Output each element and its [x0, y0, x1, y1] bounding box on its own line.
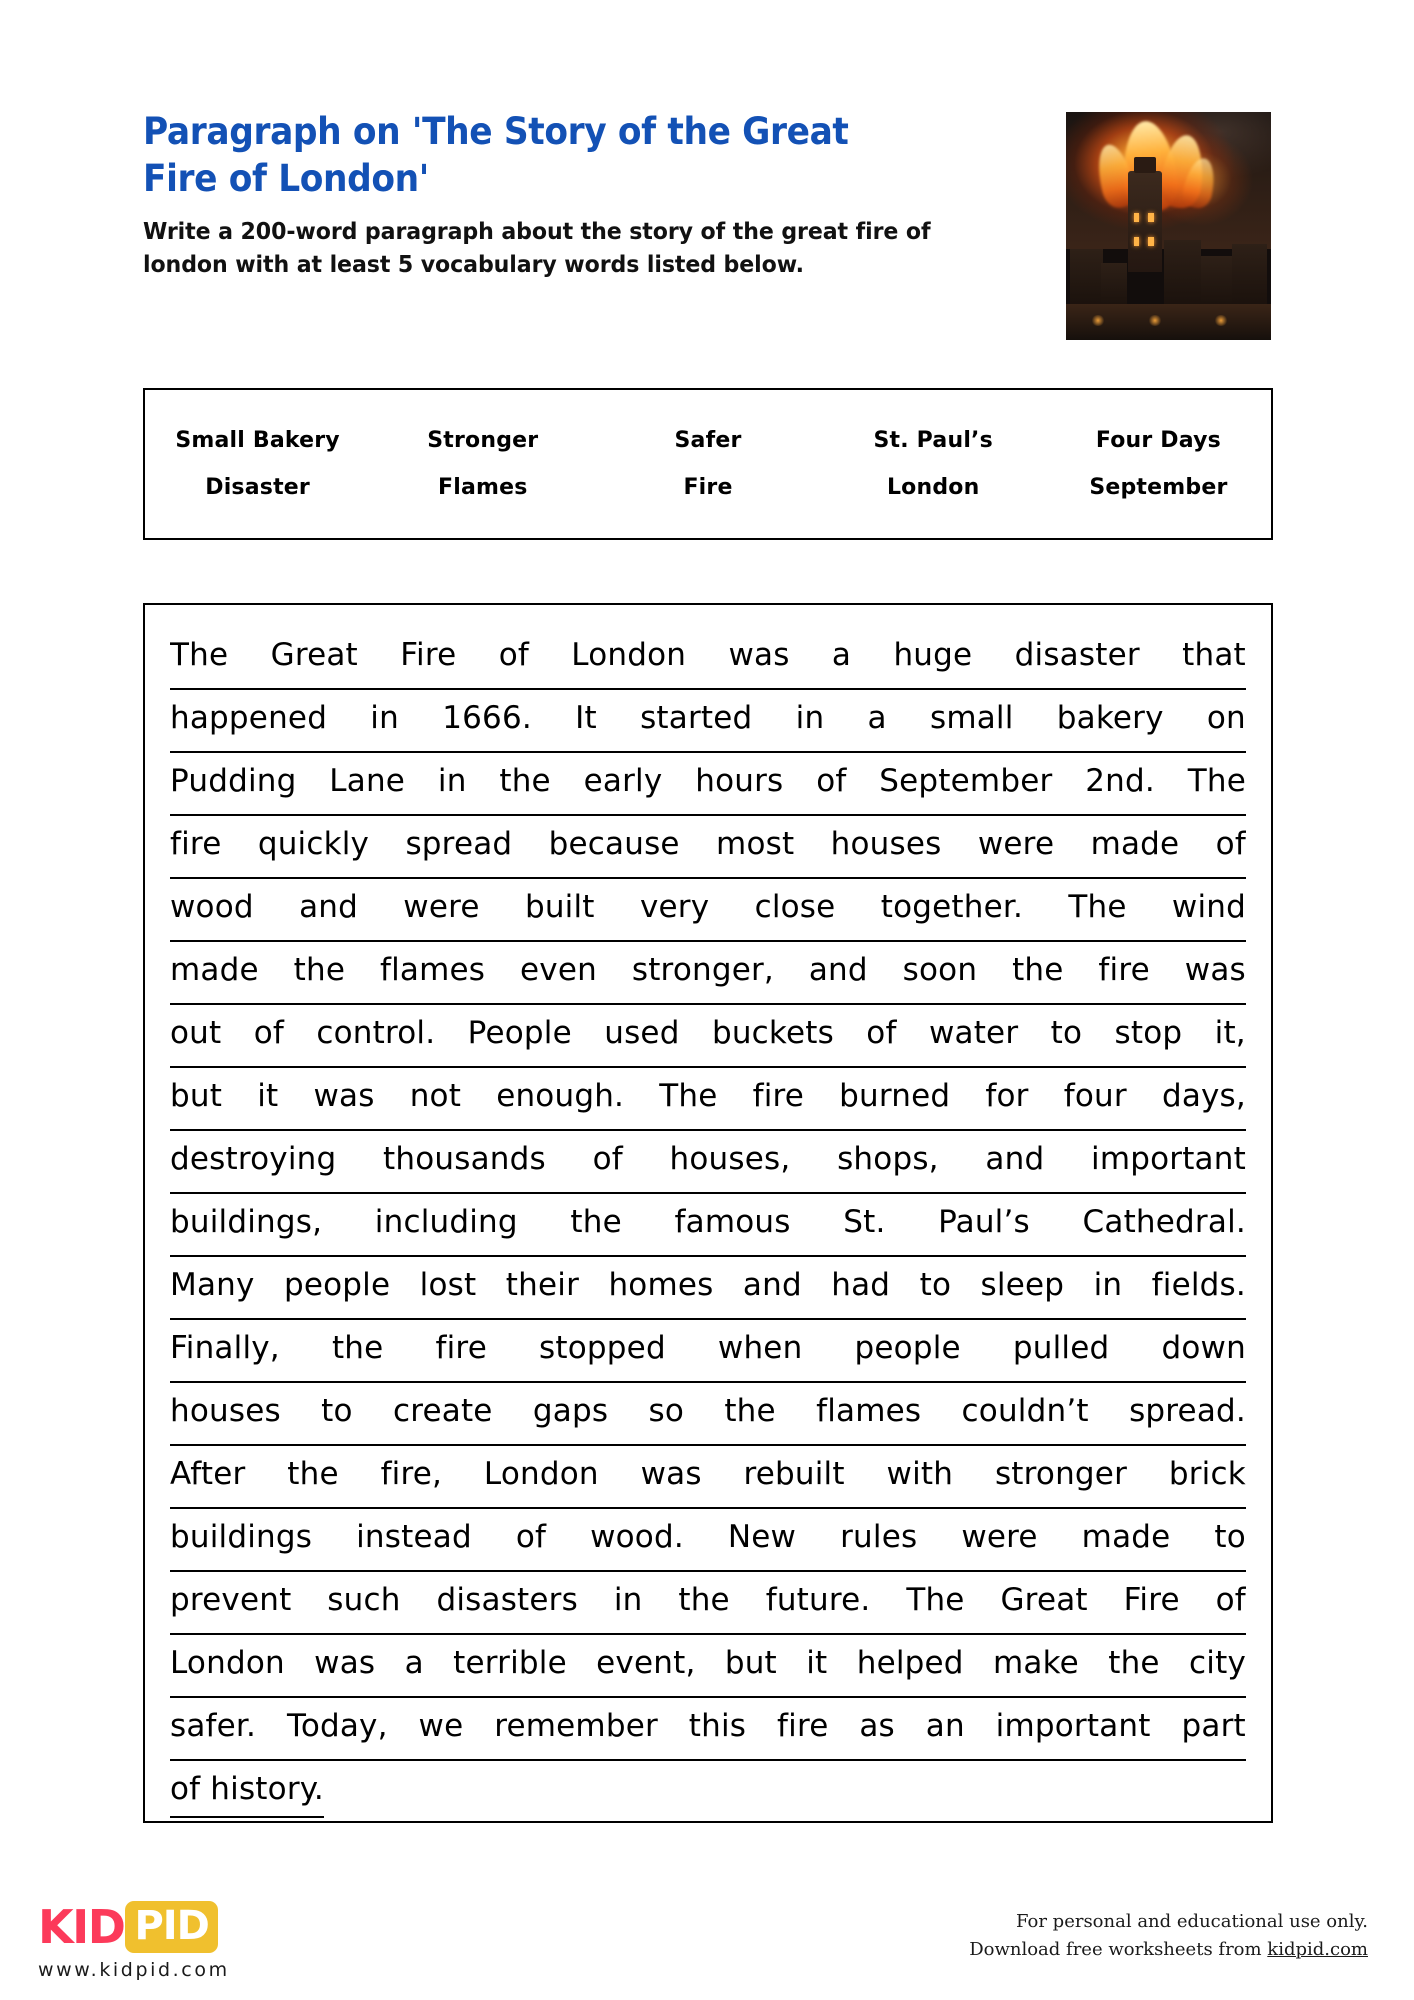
answer-word: fire,: [380, 1456, 443, 1492]
answer-word: in: [613, 1582, 643, 1618]
answer-word: part: [1181, 1708, 1246, 1744]
answer-word: built: [524, 889, 595, 925]
answer-word: The: [170, 637, 229, 673]
answer-word: for: [985, 1078, 1029, 1114]
answer-word: Today,: [286, 1708, 388, 1744]
header-text-block: [143, 108, 983, 281]
answer-word: started: [640, 700, 753, 736]
tower-window: [1148, 237, 1154, 246]
answer-word: houses: [830, 826, 942, 862]
answer-word: stronger,: [631, 952, 774, 988]
answer-word: Great: [1000, 1582, 1088, 1618]
answer-word: It: [575, 700, 597, 736]
answer-box[interactable]: [143, 603, 1273, 1823]
answer-word: of: [498, 637, 529, 673]
answer-word: quickly: [257, 826, 370, 862]
answer-word: was: [314, 1645, 376, 1681]
answer-word: create: [392, 1393, 493, 1429]
answer-word: four: [1063, 1078, 1127, 1114]
answer-word: fire: [1098, 952, 1150, 988]
answer-word: the: [570, 1204, 622, 1240]
answer-word: was: [640, 1456, 702, 1492]
answer-word: rules: [840, 1519, 918, 1555]
answer-word: were: [403, 889, 480, 925]
answer-word: and: [299, 889, 358, 925]
answer-word: The: [1068, 889, 1127, 925]
answer-word: of: [816, 763, 847, 799]
answer-word: an: [925, 1708, 965, 1744]
answer-word: Fire: [1123, 1582, 1180, 1618]
vocabulary-box: [143, 388, 1273, 540]
answer-word: of: [1215, 1582, 1246, 1618]
answer-word: The: [1187, 763, 1246, 799]
answer-word: even: [520, 952, 597, 988]
answer-line: [170, 1194, 1246, 1257]
answer-word: in: [437, 763, 467, 799]
answer-word: Fire: [400, 637, 457, 673]
answer-word: history.: [210, 1771, 324, 1807]
answer-word: used: [604, 1015, 680, 1051]
great-fire-illustration-image: [1066, 112, 1271, 340]
answer-word: spread: [405, 826, 513, 862]
answer-line: [170, 1383, 1246, 1446]
answer-word: the: [678, 1582, 730, 1618]
answer-word: to: [321, 1393, 353, 1429]
kidpid-logo[interactable]: [38, 1902, 288, 1981]
answer-word: people: [854, 1330, 961, 1366]
vocabulary-word: Four Days: [1095, 428, 1221, 453]
answer-word: close: [754, 889, 836, 925]
answer-word: important: [1091, 1141, 1246, 1177]
answer-word: it,: [1214, 1015, 1246, 1051]
answer-line: [170, 1572, 1246, 1635]
answer-word: disaster: [1014, 637, 1140, 673]
answer-word: Lane: [329, 763, 406, 799]
building-silhouette: [1232, 244, 1267, 308]
building-silhouette: [1201, 256, 1232, 308]
answer-line: [170, 753, 1246, 816]
answer-word: Paul’s: [938, 1204, 1030, 1240]
answer-word: of: [1215, 826, 1246, 862]
page-title: Paragraph on 'The Story of the Great Fire of London': [143, 110, 849, 201]
answer-word: were: [961, 1519, 1038, 1555]
answer-word: disasters: [436, 1582, 578, 1618]
logo-pid-badge: PID: [125, 1901, 217, 1953]
vocabulary-word: London: [886, 475, 980, 500]
answer-word: the: [499, 763, 551, 799]
answer-line: [170, 1320, 1246, 1383]
answer-word: Cathedral.: [1082, 1204, 1246, 1240]
building-silhouette: [1164, 240, 1201, 308]
building-silhouette: [1101, 263, 1128, 309]
answer-word: fire: [435, 1330, 487, 1366]
answer-word: September: [879, 763, 1053, 799]
answer-word: people: [283, 1267, 391, 1303]
answer-word: famous: [674, 1204, 791, 1240]
answer-word: fire: [777, 1708, 829, 1744]
answer-word: buildings: [170, 1519, 313, 1555]
answer-word: lost: [419, 1267, 477, 1303]
answer-word: shops,: [837, 1141, 939, 1177]
answer-word: out: [170, 1015, 222, 1051]
answer-word: London: [170, 1645, 285, 1681]
answer-word: couldn’t: [961, 1393, 1089, 1429]
answer-word: bakery: [1056, 700, 1164, 736]
answer-word: The: [906, 1582, 965, 1618]
answer-word: together.: [880, 889, 1024, 925]
footer-note-prefix: Download free worksheets from: [969, 1938, 1268, 1960]
answer-word: Pudding: [170, 763, 297, 799]
answer-word: as: [859, 1708, 895, 1744]
answer-word: down: [1161, 1330, 1246, 1366]
answer-word: St.: [843, 1204, 886, 1240]
vocabulary-word: Flames: [438, 475, 528, 500]
answer-line: [170, 1068, 1246, 1131]
answer-word: was: [313, 1078, 375, 1114]
answer-word: made: [170, 952, 259, 988]
answer-word: of: [170, 1771, 201, 1807]
vocabulary-word: Disaster: [205, 475, 310, 500]
answer-word: had: [831, 1267, 891, 1303]
answer-word: Many: [170, 1267, 255, 1303]
answer-word: safer.: [170, 1708, 257, 1744]
answer-word: New: [727, 1519, 797, 1555]
answer-word: stronger: [994, 1456, 1128, 1492]
answer-word: small: [929, 700, 1014, 736]
answer-word: and: [985, 1141, 1045, 1177]
answer-word: were: [977, 826, 1055, 862]
answer-word: with: [886, 1456, 954, 1492]
answer-word: in: [1093, 1267, 1123, 1303]
answer-line: [170, 942, 1246, 1005]
answer-line: [170, 1446, 1246, 1509]
answer-word: thousands: [383, 1141, 546, 1177]
answer-word: brick: [1168, 1456, 1246, 1492]
tower-window: [1148, 213, 1154, 222]
answer-word: happened: [170, 700, 328, 736]
answer-word: water: [928, 1015, 1019, 1051]
answer-word: of: [515, 1519, 547, 1555]
answer-line: [170, 1761, 1246, 1824]
answer-word: a: [867, 700, 887, 736]
answer-line: [170, 1698, 1246, 1761]
answer-line: [170, 627, 1246, 690]
answer-word: pulled: [1012, 1330, 1110, 1366]
answer-word: to: [1050, 1015, 1083, 1051]
answer-word: remember: [494, 1708, 658, 1744]
answer-word: made: [1090, 826, 1180, 862]
answer-word: buildings,: [170, 1204, 323, 1240]
answer-word: to: [1214, 1519, 1246, 1555]
answer-word: in: [370, 700, 399, 736]
vocabulary-row: [145, 475, 1271, 500]
answer-word: wood: [170, 889, 254, 925]
answer-word: of: [866, 1015, 897, 1051]
logo-url: www.kidpid.com: [38, 1959, 230, 1981]
answer-word: and: [808, 952, 868, 988]
answer-word: and: [742, 1267, 802, 1303]
answer-word: prevent: [170, 1582, 292, 1618]
answer-word: that: [1182, 637, 1246, 673]
answer-word: stop: [1114, 1015, 1183, 1051]
answer-word: early: [583, 763, 663, 799]
footer-note-line-1: For personal and educational use only.: [1016, 1911, 1368, 1932]
answer-word: this: [688, 1708, 747, 1744]
burning-tower: [1128, 171, 1163, 271]
answer-word: most: [716, 826, 795, 862]
answer-word: houses: [170, 1393, 281, 1429]
answer-word: because: [548, 826, 680, 862]
tower-window: [1134, 213, 1140, 222]
answer-word: huge: [893, 637, 973, 673]
answer-word: the: [293, 952, 346, 988]
answer-word: People: [467, 1015, 572, 1051]
vocabulary-row: [145, 428, 1271, 453]
answer-word: city: [1189, 1645, 1246, 1681]
answer-line: [170, 879, 1246, 942]
answer-word: but: [170, 1078, 223, 1114]
answer-line: [170, 1509, 1246, 1572]
answer-word: burned: [839, 1078, 951, 1114]
answer-word: enough.: [496, 1078, 625, 1114]
answer-word: stopped: [539, 1330, 666, 1366]
tower-window: [1134, 237, 1140, 246]
answer-word: The: [659, 1078, 718, 1114]
answer-word: the: [287, 1456, 339, 1492]
footer-note-line-2: [969, 1936, 1368, 1964]
vocabulary-word: Stronger: [427, 428, 539, 453]
answer-word: wind: [1171, 889, 1246, 925]
answer-line: [170, 1257, 1246, 1320]
answer-word: fire: [752, 1078, 805, 1114]
answer-word: but: [724, 1645, 777, 1681]
answer-word: fire: [170, 826, 222, 862]
answer-word: terrible: [453, 1645, 567, 1681]
answer-word: very: [639, 889, 710, 925]
vocabulary-word: Safer: [674, 428, 742, 453]
answer-word: fields.: [1151, 1267, 1246, 1303]
vocabulary-word: Fire: [683, 475, 733, 500]
answer-word: the: [331, 1330, 384, 1366]
footer-note: [969, 1908, 1368, 1964]
answer-line: [170, 1131, 1246, 1194]
answer-word: it: [257, 1078, 279, 1114]
vocabulary-word: St. Paul’s: [873, 428, 993, 453]
answer-word: it: [806, 1645, 828, 1681]
answer-word: a: [404, 1645, 424, 1681]
worksheet-instruction: Write a 200-word paragraph about the story of the great fire of london with at least 5 vocabulary words listed below.: [143, 216, 931, 279]
answer-word: buckets: [711, 1015, 834, 1051]
answer-word: homes: [608, 1267, 714, 1303]
answer-word: in: [795, 700, 825, 736]
answer-word: London: [571, 637, 687, 673]
answer-word: destroying: [170, 1141, 337, 1177]
vocabulary-word: Small Bakery: [175, 428, 340, 453]
answer-word: important: [995, 1708, 1151, 1744]
answer-word: After: [170, 1456, 246, 1492]
logo-kid-text: KID: [38, 1900, 125, 1954]
answer-word: houses,: [669, 1141, 791, 1177]
kidpid-link[interactable]: kidpid.com: [1267, 1938, 1368, 1960]
answer-word: control.: [316, 1015, 436, 1051]
answer-word: flames: [816, 1393, 922, 1429]
answer-word: event,: [596, 1645, 696, 1681]
answer-word: including: [374, 1204, 518, 1240]
answer-word: was: [728, 637, 790, 673]
answer-line: [170, 690, 1246, 753]
answer-line: [170, 1635, 1246, 1698]
answer-word: gaps: [532, 1393, 609, 1429]
building-silhouette: [1070, 249, 1103, 308]
answer-text: [170, 627, 1246, 1824]
answer-word: days,: [1161, 1078, 1246, 1114]
answer-word: the: [724, 1393, 776, 1429]
answer-word: hours: [695, 763, 784, 799]
answer-line: [170, 816, 1246, 879]
answer-word: soon: [902, 952, 978, 988]
vocabulary-word: September: [1089, 475, 1228, 500]
worksheet-header: [143, 108, 1271, 340]
answer-word: such: [327, 1582, 401, 1618]
answer-word: a: [831, 637, 852, 673]
answer-word: wood.: [590, 1519, 684, 1555]
answer-word: instead: [356, 1519, 472, 1555]
answer-word: London: [483, 1456, 599, 1492]
answer-word: so: [648, 1393, 685, 1429]
answer-word: flames: [379, 952, 486, 988]
answer-word: to: [919, 1267, 952, 1303]
answer-word: sleep: [980, 1267, 1065, 1303]
answer-word: make: [993, 1645, 1079, 1681]
answer-word: on: [1206, 700, 1246, 736]
answer-word: future.: [765, 1582, 871, 1618]
answer-word: spread.: [1129, 1393, 1246, 1429]
answer-word: rebuilt: [743, 1456, 845, 1492]
answer-word: not: [409, 1078, 462, 1114]
answer-word: was: [1184, 952, 1246, 988]
logo-mark: [38, 1902, 288, 1952]
answer-word: the: [1012, 952, 1064, 988]
answer-line-underline: [170, 1816, 324, 1819]
answer-word: when: [717, 1330, 803, 1366]
answer-word: 2nd.: [1085, 763, 1155, 799]
answer-word: helped: [856, 1645, 964, 1681]
answer-word: we: [418, 1708, 464, 1744]
answer-word: of: [592, 1141, 623, 1177]
answer-word: made: [1081, 1519, 1171, 1555]
answer-word: of: [253, 1015, 285, 1051]
answer-word: the: [1108, 1645, 1160, 1681]
answer-word: Great: [270, 637, 358, 673]
answer-word: Finally,: [170, 1330, 280, 1366]
answer-word: their: [505, 1267, 580, 1303]
answer-line: [170, 1005, 1246, 1068]
answer-word: 1666.: [442, 700, 532, 736]
